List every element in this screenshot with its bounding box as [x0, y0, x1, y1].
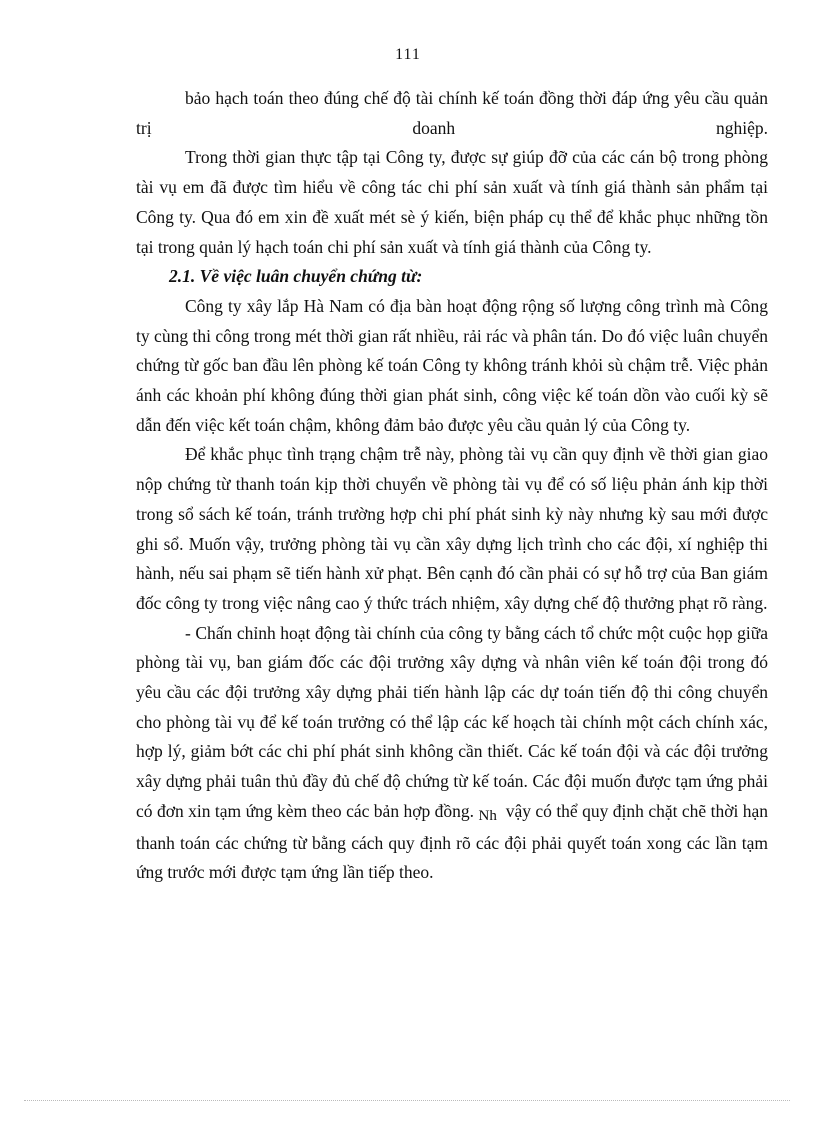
paragraph-tail-text: vậy có thể quy định chặt chẽ thời hạn thanh toán các chứng từ bằng cách quy định rõ các đội phải quyết toán xong các lần tạm ứng trước mới được tạm ứng lần tiếp theo.: [136, 800, 769, 883]
paragraph-main-text: - Chấn chỉnh hoạt động tài chính của công ty bằng cách tổ chức một cuộc họp giữa phòng tài vụ, ban giám đốc các đội trưởng xây dựng và nhân viên kế toán đội trong đó yêu cầu các đội trưởng xây dựng phải tiến hành lập các dự toán tiến độ thi công chuyển cho phòng tài vụ để kế toán trưởng có thể lập các kế hoạch tài chính một cách chính xác, hợp lý, giảm bớt các chi phí phát sinh không cần thiết. Các kế toán đội và các đội trưởng xây dựng phải tuân thủ đầy đủ chế độ chứng từ kế toán. Các đội muốn được tạm ứng phải có đơn xin tạm ứng kèm theo các bản hợp đồng.: [136, 622, 768, 821]
footer-divider: [24, 1100, 790, 1101]
paragraph-voucher-circulation: Công ty xây lắp Hà Nam có địa bàn hoạt động rộng số lượng công trình mà Công ty cùng thi công trong mét thời gian rất nhiều, rải rác và phân tán. Do đó việc luân chuyển chứng từ gốc ban đầu lên phòng kế toán Công ty không tránh khỏi sù chậm trễ. Việc phản ánh các khoản phí không đúng thời gian phát sinh, công việc kế toán dồn vào cuối kỳ sẽ dẫn đến việc kết toán chậm, không đảm bảo được yêu cầu quản lý của Công ty.: [136, 295, 768, 435]
inline-fragment: Nh: [478, 807, 497, 824]
paragraph-remedy: Để khắc phục tình trạng chậm trễ này, phòng tài vụ cần quy định về thời gian giao nộp chứng từ thanh toán kịp thời chuyển về phòng tài vụ để có số liệu phản ánh kịp thời trong sổ sách kế toán, tránh trường hợp chi phí phát sinh kỳ này nhưng kỳ sau mới được ghi sổ. Muốn vậy, trưởng phòng tài vụ cần xây dựng lịch trình cho các đội, xí nghiệp thi hành, nếu sai phạm sẽ tiến hành xử phạt. Bên cạnh đó cần phải có sự hỗ trợ của Ban giám đốc công ty trong việc nâng cao ý thức trách nhiệm, xây dựng chế độ thưởng phạt rõ ràng.: [136, 444, 768, 613]
document-body: [136, 84, 768, 888]
paragraph-continuation: bảo hạch toán theo đúng chế độ tài chính kế toán đồng thời đáp ứng yêu cầu quản trị doanh nghiệp.: [136, 88, 768, 138]
section-heading: 2.1. Về việc luân chuyển chứng từ:: [169, 266, 423, 287]
paragraph-intro: Trong thời gian thực tập tại Công ty, được sự giúp đỡ của các cán bộ trong phòng tài vụ em đã được tìm hiểu về công tác chi phí sản xuất và tính giá thành sản phẩm tại Công ty. Qua đó em xin đề xuất mét sè ý kiến, biện pháp cụ thể để khắc phục những tồn tại trong quản lý hạch toán chi phí sản xuất và tính giá thành của Công ty.: [136, 147, 768, 257]
page-number: 111: [395, 46, 421, 63]
paragraph-financial-rectification: [136, 619, 768, 888]
